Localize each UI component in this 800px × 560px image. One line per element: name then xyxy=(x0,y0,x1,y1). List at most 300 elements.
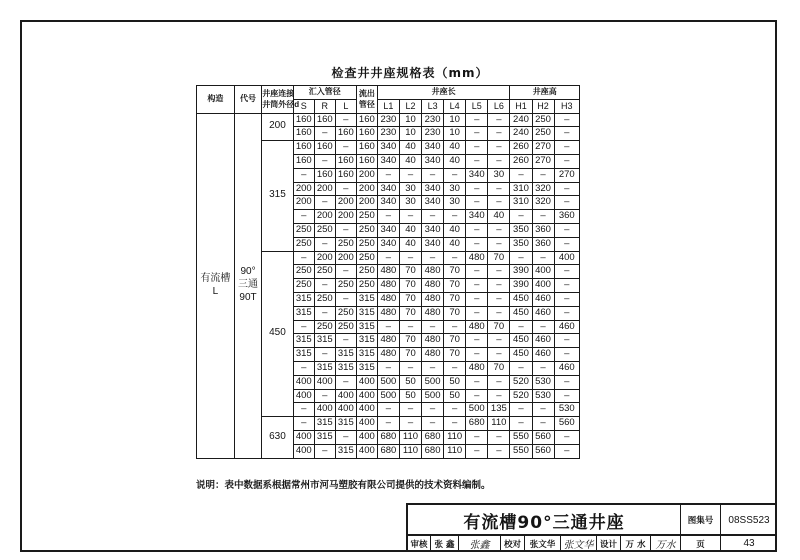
table-cell: – xyxy=(488,237,510,251)
table-cell: – xyxy=(466,306,488,320)
table-cell: 680 xyxy=(466,417,488,431)
table-cell: – xyxy=(554,292,579,306)
subheader-sub_height-1: H2 xyxy=(532,99,554,113)
table-cell: 70 xyxy=(399,306,421,320)
table-cell: 50 xyxy=(399,375,421,389)
table-cell: 400 xyxy=(356,375,377,389)
table-cell: – xyxy=(422,168,444,182)
table-cell: – xyxy=(444,320,466,334)
page-number: 43 xyxy=(743,538,755,549)
table-cell: 320 xyxy=(532,196,554,210)
table-cell: 160 xyxy=(314,113,335,127)
table-cell: 70 xyxy=(444,265,466,279)
table-cell: – xyxy=(422,251,444,265)
table-cell: 450 xyxy=(510,306,532,320)
table-cell: 530 xyxy=(532,375,554,389)
table-cell: – xyxy=(488,182,510,196)
reviewer-name: 张 鑫 xyxy=(434,539,455,550)
table-cell: 500 xyxy=(377,375,399,389)
table-cell: 450 xyxy=(510,348,532,362)
well-diameter-cell: 200 xyxy=(262,113,294,141)
table-cell: 50 xyxy=(444,389,466,403)
table-cell: 400 xyxy=(314,403,335,417)
table-cell: 250 xyxy=(293,265,314,279)
table-cell: – xyxy=(335,265,356,279)
table-cell: 400 xyxy=(532,279,554,293)
table-cell: 250 xyxy=(335,237,356,251)
table-cell: – xyxy=(293,251,314,265)
table-cell: – xyxy=(554,265,579,279)
table-cell: 400 xyxy=(356,444,377,458)
table-cell: 340 xyxy=(422,154,444,168)
table-cell: 360 xyxy=(554,210,579,224)
table-cell: 200 xyxy=(335,251,356,265)
table-cell: – xyxy=(399,403,421,417)
subheader-sub_length-4: L5 xyxy=(466,99,488,113)
table-cell: 250 xyxy=(314,320,335,334)
table-cell: 315 xyxy=(335,417,356,431)
table-cell: 70 xyxy=(444,348,466,362)
table-cell: – xyxy=(554,141,579,155)
table-cell: 250 xyxy=(532,127,554,141)
table-cell: – xyxy=(444,168,466,182)
table-cell: 230 xyxy=(377,113,399,127)
table-cell: – xyxy=(466,237,488,251)
table-cell: 70 xyxy=(444,334,466,348)
table-cell: – xyxy=(444,251,466,265)
table-cell: – xyxy=(466,334,488,348)
table-cell: – xyxy=(510,251,532,265)
table-cell: 400 xyxy=(293,389,314,403)
table-cell: 250 xyxy=(532,113,554,127)
table-cell: 110 xyxy=(444,444,466,458)
table-cell: – xyxy=(532,403,554,417)
table-cell: 250 xyxy=(356,223,377,237)
subheader-sub_inflow-2: L xyxy=(335,99,356,113)
table-cell: 360 xyxy=(532,237,554,251)
table-cell: 480 xyxy=(422,279,444,293)
table-cell: – xyxy=(314,389,335,403)
atlas-label: 图集号 xyxy=(687,516,714,526)
table-cell: – xyxy=(335,292,356,306)
table-cell: 70 xyxy=(399,265,421,279)
table-cell: – xyxy=(422,210,444,224)
table-cell: – xyxy=(335,430,356,444)
table-cell: 680 xyxy=(377,444,399,458)
table-cell: 135 xyxy=(488,403,510,417)
table-cell: – xyxy=(488,306,510,320)
table-cell: – xyxy=(532,168,554,182)
table-cell: 250 xyxy=(335,306,356,320)
table-cell: 230 xyxy=(422,127,444,141)
table-cell: – xyxy=(399,251,421,265)
table-cell: 40 xyxy=(488,210,510,224)
table-cell: – xyxy=(314,444,335,458)
subheader-sub_height-0: H1 xyxy=(510,99,532,113)
table-cell: – xyxy=(377,361,399,375)
table-cell: 680 xyxy=(422,430,444,444)
table-cell: 520 xyxy=(510,375,532,389)
design-label: 设计 xyxy=(599,539,617,550)
table-cell: 260 xyxy=(510,141,532,155)
table-cell: 400 xyxy=(335,403,356,417)
table-cell: 530 xyxy=(532,389,554,403)
table-cell: 315 xyxy=(314,334,335,348)
table-cell: 200 xyxy=(335,210,356,224)
table-cell: 40 xyxy=(399,154,421,168)
table-cell: 315 xyxy=(356,334,377,348)
title-block xyxy=(406,503,777,552)
drawing-title-text: 有流槽90°三通井座 xyxy=(463,512,625,533)
table-cell: – xyxy=(510,320,532,334)
table-cell: – xyxy=(335,182,356,196)
table-cell: – xyxy=(377,168,399,182)
table-cell: 160 xyxy=(293,113,314,127)
table-cell: 160 xyxy=(356,154,377,168)
table-cell: 340 xyxy=(466,168,488,182)
table-cell: 70 xyxy=(399,292,421,306)
table-cell: – xyxy=(293,168,314,182)
table-cell: 480 xyxy=(377,348,399,362)
subheader-sub_length-2: L3 xyxy=(422,99,444,113)
table-cell: – xyxy=(554,444,579,458)
subheader-sub_inflow-1: R xyxy=(314,99,335,113)
table-cell: 315 xyxy=(293,292,314,306)
table-cell: 460 xyxy=(532,348,554,362)
table-cell: 250 xyxy=(356,237,377,251)
table-cell: – xyxy=(488,127,510,141)
header-outflow xyxy=(356,86,377,114)
table-cell: 160 xyxy=(293,154,314,168)
table-cell: 250 xyxy=(314,223,335,237)
table-cell: 110 xyxy=(444,430,466,444)
table-cell: 250 xyxy=(314,292,335,306)
header-well-diameter-line2: 井筒外径d xyxy=(262,100,300,110)
checker-signature: 张文华 xyxy=(563,540,594,551)
atlas-number-cell xyxy=(720,505,777,535)
table-cell: 160 xyxy=(356,127,377,141)
table-cell: – xyxy=(554,306,579,320)
table-cell: 200 xyxy=(293,182,314,196)
table-cell: – xyxy=(532,417,554,431)
table-cell: – xyxy=(488,444,510,458)
table-cell: 270 xyxy=(532,154,554,168)
table-cell: – xyxy=(422,417,444,431)
subheader-sub_height-2: H3 xyxy=(554,99,579,113)
table-cell: 250 xyxy=(356,210,377,224)
table-cell: 315 xyxy=(314,361,335,375)
table-cell: 160 xyxy=(314,141,335,155)
table-cell: 110 xyxy=(399,444,421,458)
table-cell: 460 xyxy=(554,320,579,334)
table-cell: 480 xyxy=(422,348,444,362)
table-cell: 315 xyxy=(314,430,335,444)
table-cell: 680 xyxy=(377,430,399,444)
table-cell: – xyxy=(422,361,444,375)
table-cell: 160 xyxy=(293,127,314,141)
table-cell: 10 xyxy=(444,113,466,127)
table-cell: – xyxy=(554,375,579,389)
table-cell: 200 xyxy=(314,210,335,224)
subheader-sub_length-5: L6 xyxy=(488,99,510,113)
table-cell: – xyxy=(510,403,532,417)
table-cell: – xyxy=(399,210,421,224)
table-cell: 240 xyxy=(510,127,532,141)
table-cell: 315 xyxy=(314,417,335,431)
table-cell: 110 xyxy=(488,417,510,431)
table-cell: 340 xyxy=(377,141,399,155)
table-cell: 400 xyxy=(356,430,377,444)
atlas-number: 08SS523 xyxy=(728,514,770,526)
drawing-title xyxy=(408,505,680,535)
table-cell: – xyxy=(314,348,335,362)
table-cell: 460 xyxy=(532,334,554,348)
table-cell: 340 xyxy=(377,182,399,196)
table-cell: 400 xyxy=(356,389,377,403)
table-cell: 500 xyxy=(377,389,399,403)
subheader-sub_length-3: L4 xyxy=(444,99,466,113)
table-cell: 70 xyxy=(399,279,421,293)
table-cell: 350 xyxy=(510,223,532,237)
table-cell: – xyxy=(399,168,421,182)
table-cell: – xyxy=(554,334,579,348)
table-cell: 340 xyxy=(422,196,444,210)
table-cell: 40 xyxy=(399,141,421,155)
review-label: 审核 xyxy=(410,539,428,550)
table-cell: 50 xyxy=(444,375,466,389)
table-cell: 315 xyxy=(335,348,356,362)
table-cell: – xyxy=(466,141,488,155)
table-cell: – xyxy=(466,389,488,403)
header-inflow: 汇入管径 xyxy=(293,86,356,100)
table-cell: – xyxy=(335,113,356,127)
table-cell: 30 xyxy=(399,182,421,196)
table-cell: – xyxy=(314,154,335,168)
table-cell: 200 xyxy=(356,168,377,182)
table-cell: 550 xyxy=(510,444,532,458)
table-cell: – xyxy=(554,348,579,362)
table-cell: – xyxy=(314,127,335,141)
table-cell: – xyxy=(377,210,399,224)
table-cell: 320 xyxy=(532,182,554,196)
table-cell: 400 xyxy=(335,389,356,403)
table-cell: 390 xyxy=(510,265,532,279)
table-cell: 520 xyxy=(510,389,532,403)
table-cell: 200 xyxy=(356,196,377,210)
table-cell: – xyxy=(377,320,399,334)
table-cell: – xyxy=(532,251,554,265)
table-cell: – xyxy=(532,361,554,375)
table-cell: 350 xyxy=(510,237,532,251)
table-cell: 340 xyxy=(377,237,399,251)
table-cell: 110 xyxy=(399,430,421,444)
table-cell: – xyxy=(314,237,335,251)
table-cell: 480 xyxy=(377,334,399,348)
table-cell: 10 xyxy=(399,127,421,141)
table-cell: – xyxy=(488,292,510,306)
header-structure: 构造 xyxy=(197,86,235,114)
table-cell: 550 xyxy=(510,430,532,444)
table-cell: – xyxy=(488,113,510,127)
table-cell: – xyxy=(466,127,488,141)
subheader-sub_inflow-0: S xyxy=(293,99,314,113)
table-cell: 315 xyxy=(293,334,314,348)
table-cell: 40 xyxy=(444,237,466,251)
table-cell: – xyxy=(554,389,579,403)
table-cell: 340 xyxy=(422,182,444,196)
table-cell: 400 xyxy=(356,403,377,417)
table-cell: 480 xyxy=(377,292,399,306)
header-outflow-line1: 流出 xyxy=(358,89,375,99)
table-cell: – xyxy=(377,251,399,265)
table-cell: – xyxy=(554,127,579,141)
table-cell: 40 xyxy=(444,223,466,237)
table-cell: 230 xyxy=(377,127,399,141)
table-row xyxy=(197,113,580,127)
table-cell: – xyxy=(293,210,314,224)
table-title: 检查井井座规格表（mm） xyxy=(331,66,489,80)
table-cell: 50 xyxy=(399,389,421,403)
table-cell: – xyxy=(510,168,532,182)
table-cell: 250 xyxy=(356,265,377,279)
table-cell: 340 xyxy=(377,196,399,210)
code-cell: 90° 三通 90T xyxy=(234,113,261,458)
table-cell: 250 xyxy=(314,265,335,279)
table-cell: 390 xyxy=(510,279,532,293)
table-cell: 310 xyxy=(510,182,532,196)
table-cell: 480 xyxy=(466,361,488,375)
table-note: 说明：表中数据系根据常州市河马塑胶有限公司提供的技术资料编制。 xyxy=(196,480,491,491)
table-cell: – xyxy=(399,417,421,431)
table-cell: 360 xyxy=(532,223,554,237)
table-cell: 450 xyxy=(510,334,532,348)
table-cell: 400 xyxy=(314,375,335,389)
subheader-sub_length-0: L1 xyxy=(377,99,399,113)
table-cell: 480 xyxy=(377,306,399,320)
atlas-label-cell xyxy=(680,505,720,535)
table-cell: 340 xyxy=(422,237,444,251)
table-cell: – xyxy=(510,361,532,375)
table-cell: – xyxy=(377,403,399,417)
header-well-diameter xyxy=(262,86,300,114)
table-cell: – xyxy=(293,417,314,431)
table-cell: – xyxy=(466,348,488,362)
table-cell: 30 xyxy=(399,196,421,210)
table-cell: – xyxy=(488,348,510,362)
table-cell: 40 xyxy=(444,154,466,168)
table-cell: 250 xyxy=(293,223,314,237)
table-cell: – xyxy=(466,444,488,458)
table-cell: 315 xyxy=(356,306,377,320)
table-cell: – xyxy=(314,196,335,210)
table-cell: 160 xyxy=(335,154,356,168)
table-cell: 160 xyxy=(356,113,377,127)
table-cell: – xyxy=(399,361,421,375)
well-diameter-cell: 630 xyxy=(262,417,294,458)
header-well-diameter-line1: 井座连接 xyxy=(262,89,295,99)
table-cell: 460 xyxy=(532,306,554,320)
table-cell: 315 xyxy=(356,348,377,362)
table-cell: 200 xyxy=(335,196,356,210)
table-cell: – xyxy=(554,113,579,127)
table-cell: 315 xyxy=(293,348,314,362)
table-cell: – xyxy=(488,279,510,293)
table-cell: 500 xyxy=(466,403,488,417)
table-cell: 250 xyxy=(293,279,314,293)
table-cell: 10 xyxy=(444,127,466,141)
table-cell: – xyxy=(488,223,510,237)
table-cell: 10 xyxy=(399,113,421,127)
table-cell: 340 xyxy=(377,223,399,237)
table-cell: – xyxy=(444,403,466,417)
table-cell: 200 xyxy=(314,182,335,196)
table-cell: 40 xyxy=(444,141,466,155)
table-cell: – xyxy=(466,292,488,306)
table-cell: – xyxy=(377,417,399,431)
table-cell: – xyxy=(422,320,444,334)
table-cell: – xyxy=(293,320,314,334)
header-height: 井座高 xyxy=(510,86,580,100)
table-cell: – xyxy=(466,182,488,196)
table-cell: 250 xyxy=(293,237,314,251)
table-cell: 400 xyxy=(293,430,314,444)
table-cell: – xyxy=(466,430,488,444)
table-cell: – xyxy=(554,154,579,168)
table-cell: – xyxy=(510,417,532,431)
table-cell: 530 xyxy=(554,403,579,417)
table-cell: 250 xyxy=(335,320,356,334)
table-cell: 480 xyxy=(422,292,444,306)
header-code: 代号 xyxy=(234,86,261,114)
table-cell: – xyxy=(488,196,510,210)
table-cell: 70 xyxy=(399,334,421,348)
table-cell: 480 xyxy=(422,306,444,320)
table-cell: 260 xyxy=(510,154,532,168)
table-cell: – xyxy=(444,361,466,375)
table-cell: – xyxy=(488,389,510,403)
table-cell: – xyxy=(488,154,510,168)
table-cell: – xyxy=(554,237,579,251)
header-length: 井座长 xyxy=(377,86,510,100)
table-cell: – xyxy=(293,361,314,375)
table-cell: 400 xyxy=(356,417,377,431)
table-cell: 160 xyxy=(356,141,377,155)
table-cell: 230 xyxy=(422,113,444,127)
table-cell: 460 xyxy=(554,361,579,375)
table-cell: 400 xyxy=(554,251,579,265)
table-cell: 40 xyxy=(399,237,421,251)
table-cell: – xyxy=(532,320,554,334)
table-cell: – xyxy=(488,375,510,389)
table-cell: 270 xyxy=(532,141,554,155)
table-cell: – xyxy=(466,223,488,237)
table-cell: 315 xyxy=(356,320,377,334)
table-cell: – xyxy=(510,210,532,224)
page-label: 页 xyxy=(696,539,705,550)
well-diameter-cell: 315 xyxy=(262,141,294,251)
table-cell: 200 xyxy=(314,251,335,265)
table-cell: – xyxy=(488,334,510,348)
table-cell: 40 xyxy=(399,223,421,237)
table-cell: 460 xyxy=(532,292,554,306)
table-cell: 400 xyxy=(532,265,554,279)
table-cell: 315 xyxy=(335,361,356,375)
subheader-sub_length-1: L2 xyxy=(399,99,421,113)
table-cell: 315 xyxy=(356,361,377,375)
table-cell: 400 xyxy=(293,444,314,458)
table-cell: – xyxy=(293,403,314,417)
table-cell: – xyxy=(335,223,356,237)
